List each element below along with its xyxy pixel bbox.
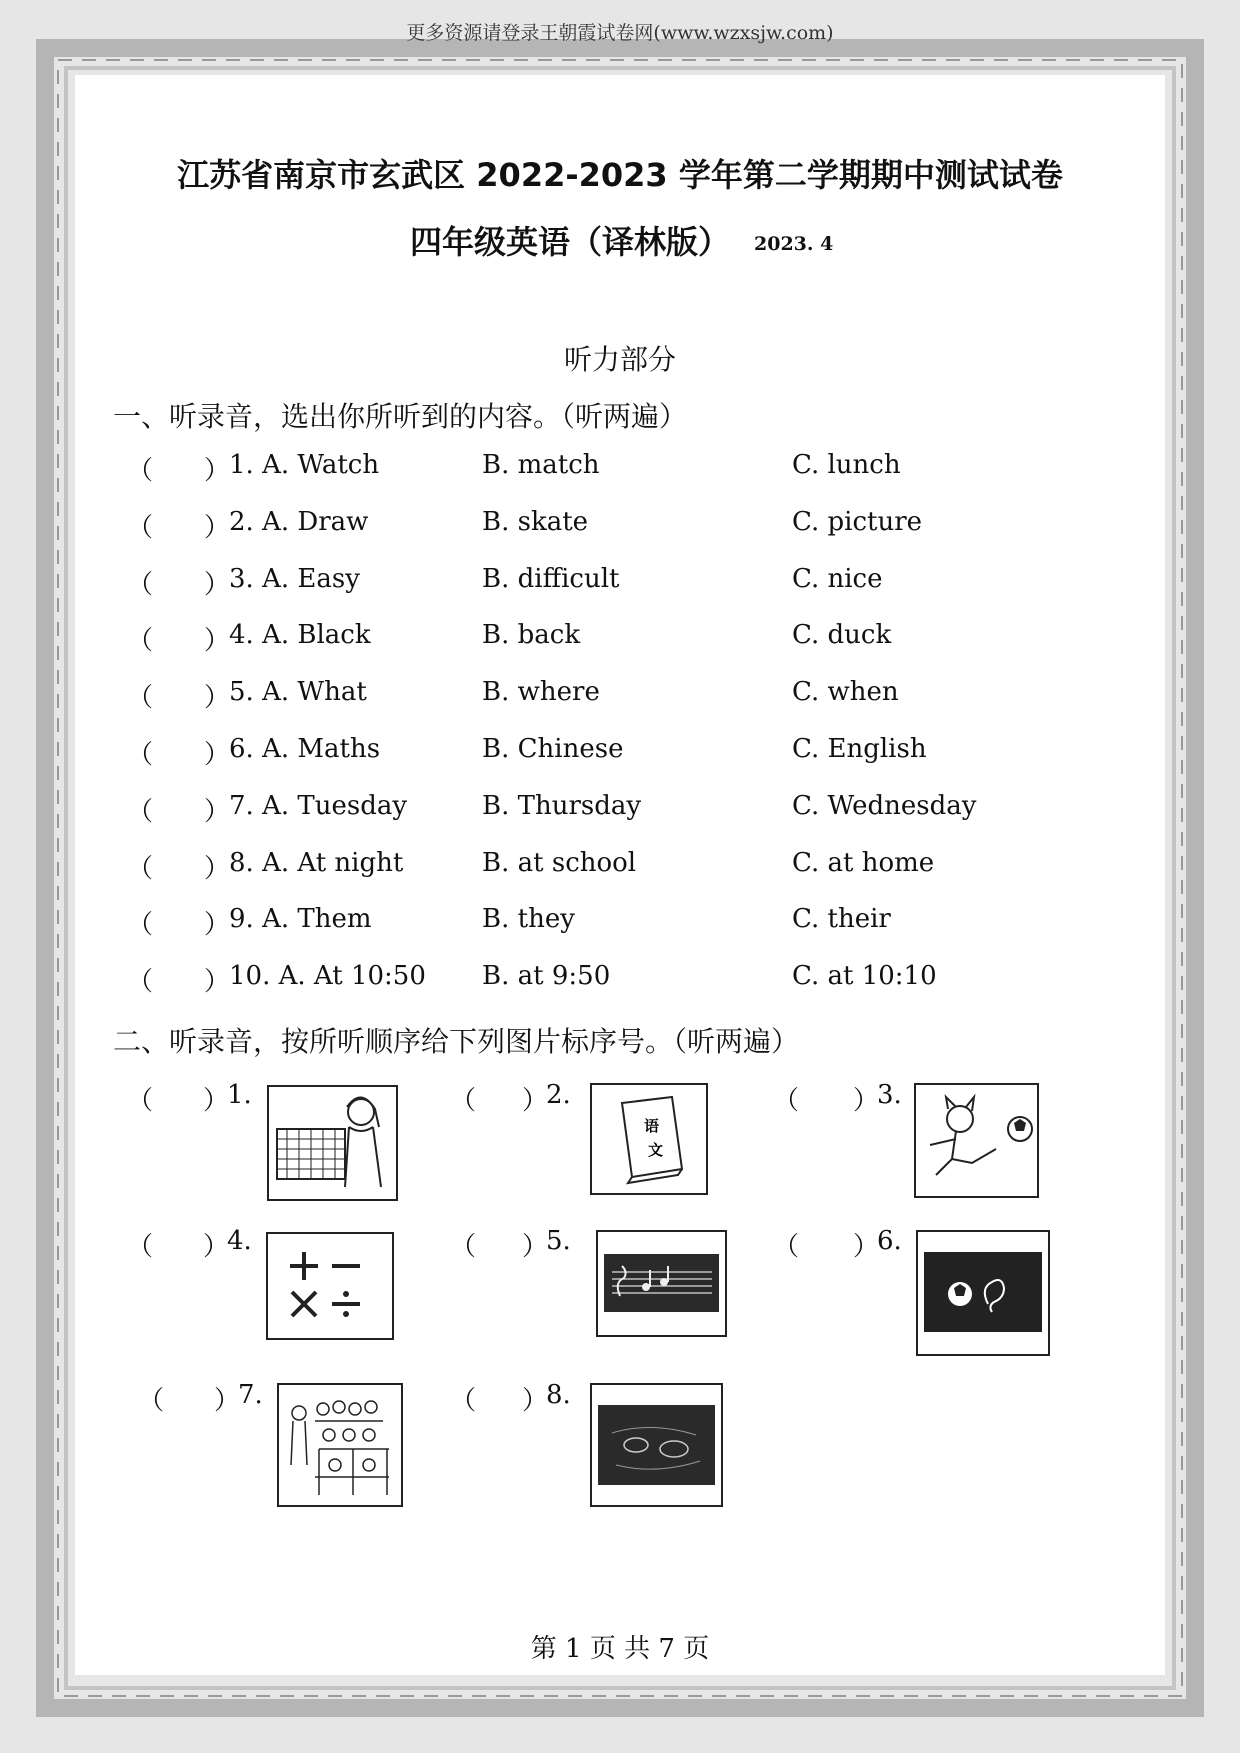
option-c: C. nice <box>792 564 883 594</box>
exam-date: 2023. 4 <box>754 233 834 255</box>
answer-paren-right: ） <box>204 854 231 884</box>
option-b: B. at school <box>482 848 637 878</box>
section1-heading: 一、听录音，选出你所听到的内容。（听两遍） <box>113 400 688 433</box>
book-char-2: 文 <box>648 1141 664 1159</box>
answer-paren-right: ） <box>204 513 231 543</box>
picture-number: 2. <box>546 1080 571 1110</box>
option-b: B. they <box>482 904 575 934</box>
option-c: C. at home <box>792 848 935 878</box>
picture-number: 4. <box>227 1226 252 1256</box>
option-c: C. English <box>792 734 927 764</box>
answer-paren-right: ） <box>203 1086 230 1116</box>
answer-paren-right: ） <box>522 1386 549 1416</box>
map-blackboard-picture <box>590 1383 723 1507</box>
question-row <box>0 507 1240 547</box>
option-c: C. Wednesday <box>792 791 977 821</box>
answer-paren-left: （ <box>127 626 154 656</box>
answer-paren-left: （ <box>773 1086 800 1116</box>
option-c: C. at 10:10 <box>792 961 937 991</box>
watermark-text: 更多资源请登录王朝霞试卷网(www.wzxsjw.com) <box>406 22 834 44</box>
answer-paren-left: （ <box>450 1086 477 1116</box>
option-c: C. their <box>792 904 891 934</box>
option-b: B. Chinese <box>482 734 624 764</box>
music-notes-picture <box>596 1230 727 1337</box>
book-char-1: 语 <box>644 1117 660 1135</box>
section2-heading: 二、听录音，按所听顺序给下列图片标序号。（听两遍） <box>113 1025 800 1058</box>
option-c: C. when <box>792 677 899 707</box>
answer-paren-right: ） <box>204 910 231 940</box>
picture-number: 3. <box>877 1080 902 1110</box>
subtitle-text: 四年级英语（译林版） <box>410 223 731 261</box>
answer-paren-right: ） <box>522 1086 549 1116</box>
answer-paren-left: （ <box>127 1086 154 1116</box>
picture-number: 5. <box>546 1226 571 1256</box>
option-a: 10. A. At 10:50 <box>229 961 426 991</box>
chinese-book-picture <box>590 1083 708 1195</box>
answer-paren-right: ） <box>204 967 231 997</box>
picture-number: 6. <box>877 1226 902 1256</box>
picture-number: 7. <box>238 1380 263 1410</box>
answer-paren-left: （ <box>127 456 154 486</box>
ball-and-rope-picture <box>916 1230 1050 1356</box>
option-a: 4. A. Black <box>229 620 371 650</box>
answer-paren-left: （ <box>127 797 154 827</box>
option-a: 1. A. Watch <box>229 450 380 480</box>
answer-paren-left: （ <box>450 1386 477 1416</box>
option-b: B. skate <box>482 507 589 537</box>
option-c: C. picture <box>792 507 923 537</box>
answer-paren-left: （ <box>127 683 154 713</box>
exam-title: 江苏省南京市玄武区 2022-2023 学年第二学期期中测试试卷 <box>177 156 1063 194</box>
question-row <box>0 961 1240 1001</box>
answer-paren-right: ） <box>853 1086 880 1116</box>
answer-paren-right: ） <box>204 570 231 600</box>
option-a: 5. A. What <box>229 677 367 707</box>
listening-heading: 听力部分 <box>563 343 676 376</box>
teacher-with-timetable-picture <box>267 1085 398 1201</box>
option-a: 2. A. Draw <box>229 507 369 537</box>
answer-paren-right: ） <box>214 1386 241 1416</box>
answer-paren-right: ） <box>204 456 231 486</box>
option-b: B. Thursday <box>482 791 642 821</box>
option-a: 6. A. Maths <box>229 734 381 764</box>
picture-number: 1. <box>227 1080 252 1110</box>
answer-paren-right: ） <box>204 740 231 770</box>
option-a: 9. A. Them <box>229 904 372 934</box>
answer-paren-right: ） <box>204 797 231 827</box>
option-a: 8. A. At night <box>229 848 404 878</box>
question-row <box>0 734 1240 774</box>
answer-paren-left: （ <box>127 1232 154 1262</box>
option-c: C. lunch <box>792 450 901 480</box>
option-b: B. match <box>482 450 600 480</box>
question-row <box>0 677 1240 717</box>
answer-paren-left: （ <box>773 1232 800 1262</box>
option-b: B. difficult <box>482 564 620 594</box>
answer-paren-left: （ <box>127 513 154 543</box>
exam-subtitle <box>410 217 833 263</box>
answer-paren-left: （ <box>450 1232 477 1262</box>
question-row <box>0 620 1240 660</box>
question-row <box>0 791 1240 831</box>
option-b: B. back <box>482 620 581 650</box>
picture-number: 8. <box>546 1380 571 1410</box>
answer-paren-left: （ <box>127 740 154 770</box>
page-footer: 第 1 页 共 7 页 <box>530 1634 710 1664</box>
cat-kicking-ball-picture <box>914 1083 1039 1198</box>
question-row <box>0 450 1240 490</box>
answer-paren-right: ） <box>203 1232 230 1262</box>
answer-paren-left: （ <box>127 910 154 940</box>
option-b: B. where <box>482 677 600 707</box>
question-row <box>0 848 1240 888</box>
option-b: B. at 9:50 <box>482 961 611 991</box>
math-symbols-picture <box>266 1232 394 1340</box>
answer-paren-left: （ <box>127 854 154 884</box>
answer-paren-right: ） <box>853 1232 880 1262</box>
answer-paren-right: ） <box>204 626 231 656</box>
question-row <box>0 564 1240 604</box>
option-c: C. duck <box>792 620 892 650</box>
option-a: 7. A. Tuesday <box>229 791 408 821</box>
classroom-picture <box>277 1383 403 1507</box>
answer-paren-right: ） <box>204 683 231 713</box>
answer-paren-right: ） <box>522 1232 549 1262</box>
answer-paren-left: （ <box>138 1386 165 1416</box>
answer-paren-left: （ <box>127 967 154 997</box>
question-row <box>0 904 1240 944</box>
option-a: 3. A. Easy <box>229 564 360 594</box>
answer-paren-left: （ <box>127 570 154 600</box>
